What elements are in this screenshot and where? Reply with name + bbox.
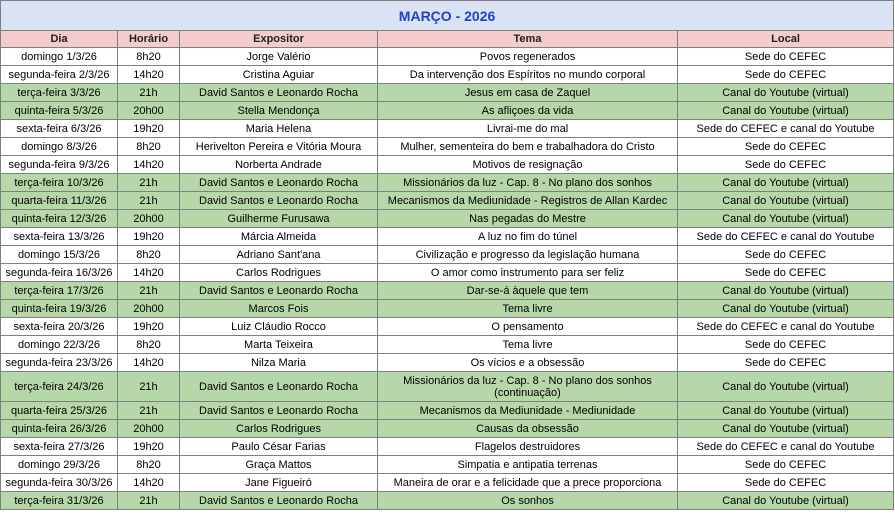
topic-cell: Mecanismos da Mediunidade - Registros de Allan Kardec <box>378 192 678 210</box>
topic-cell: Mulher, sementeira do bem e trabalhadora do Cristo <box>378 138 678 156</box>
table-row <box>1 120 894 138</box>
day-cell: domingo 15/3/26 <box>1 246 118 264</box>
day-cell: quarta-feira 11/3/26 <box>1 192 118 210</box>
speaker-cell: Norberta Andrade <box>180 156 378 174</box>
speaker-cell: Jane Figueiró <box>180 474 378 492</box>
location-cell: Sede do CEFEC e canal do Youtube <box>678 318 894 336</box>
speaker-cell: David Santos e Leonardo Rocha <box>180 192 378 210</box>
location-cell: Sede do CEFEC <box>678 138 894 156</box>
time-cell: 21h <box>118 282 180 300</box>
table-row <box>1 174 894 192</box>
location-cell: Canal do Youtube (virtual) <box>678 402 894 420</box>
topic-cell: Flagelos destruidores <box>378 438 678 456</box>
location-cell: Sede do CEFEC <box>678 336 894 354</box>
time-cell: 19h20 <box>118 438 180 456</box>
day-cell: domingo 29/3/26 <box>1 456 118 474</box>
topic-cell: Livrai-me do mal <box>378 120 678 138</box>
speaker-cell: Guilherme Furusawa <box>180 210 378 228</box>
table-row <box>1 246 894 264</box>
topic-cell: Jesus em casa de Zaquel <box>378 84 678 102</box>
location-cell: Sede do CEFEC e canal do Youtube <box>678 438 894 456</box>
speaker-cell: David Santos e Leonardo Rocha <box>180 402 378 420</box>
topic-cell: Dar-se-á àquele que tem <box>378 282 678 300</box>
topic-cell: As afliçoes da vida <box>378 102 678 120</box>
table-row <box>1 354 894 372</box>
time-cell: 14h20 <box>118 354 180 372</box>
speaker-cell: Luiz Cláudio Rocco <box>180 318 378 336</box>
day-cell: domingo 1/3/26 <box>1 48 118 66</box>
speaker-cell: David Santos e Leonardo Rocha <box>180 174 378 192</box>
location-cell: Sede do CEFEC <box>678 156 894 174</box>
speaker-cell: Carlos Rodrigues <box>180 264 378 282</box>
location-cell: Sede do CEFEC <box>678 264 894 282</box>
location-cell: Sede do CEFEC e canal do Youtube <box>678 120 894 138</box>
time-cell: 21h <box>118 192 180 210</box>
speaker-cell: Nilza Maria <box>180 354 378 372</box>
location-cell: Canal do Youtube (virtual) <box>678 210 894 228</box>
speaker-cell: Paulo César Farias <box>180 438 378 456</box>
topic-cell: Nas pegadas do Mestre <box>378 210 678 228</box>
table-row <box>1 282 894 300</box>
header-row <box>1 31 894 48</box>
month-title: MARÇO - 2026 <box>1 1 894 31</box>
location-cell: Canal do Youtube (virtual) <box>678 192 894 210</box>
time-cell: 8h20 <box>118 456 180 474</box>
time-cell: 21h <box>118 492 180 510</box>
table-row <box>1 336 894 354</box>
day-cell: terça-feira 24/3/26 <box>1 372 118 402</box>
topic-cell: Civilização e progresso da legislação humana <box>378 246 678 264</box>
table-row <box>1 300 894 318</box>
time-cell: 19h20 <box>118 120 180 138</box>
day-cell: segunda-feira 16/3/26 <box>1 264 118 282</box>
location-cell: Sede do CEFEC <box>678 354 894 372</box>
table-row <box>1 210 894 228</box>
speaker-cell: David Santos e Leonardo Rocha <box>180 492 378 510</box>
table-row <box>1 318 894 336</box>
speaker-cell: Márcia Almeida <box>180 228 378 246</box>
day-cell: quinta-feira 19/3/26 <box>1 300 118 318</box>
time-cell: 14h20 <box>118 66 180 84</box>
speaker-cell: Graça Mattos <box>180 456 378 474</box>
day-cell: sexta-feira 6/3/26 <box>1 120 118 138</box>
day-cell: quinta-feira 12/3/26 <box>1 210 118 228</box>
table-row <box>1 438 894 456</box>
day-cell: terça-feira 17/3/26 <box>1 282 118 300</box>
day-cell: sexta-feira 13/3/26 <box>1 228 118 246</box>
topic-cell: Missionários da luz - Cap. 8 - No plano dos sonhos <box>378 174 678 192</box>
location-cell: Sede do CEFEC <box>678 456 894 474</box>
day-cell: terça-feira 3/3/26 <box>1 84 118 102</box>
time-cell: 14h20 <box>118 474 180 492</box>
speaker-cell: David Santos e Leonardo Rocha <box>180 282 378 300</box>
time-cell: 21h <box>118 402 180 420</box>
table-row <box>1 102 894 120</box>
topic-cell: Mecanismos da Mediunidade - Mediunidade <box>378 402 678 420</box>
day-cell: quinta-feira 5/3/26 <box>1 102 118 120</box>
day-cell: quarta-feira 25/3/26 <box>1 402 118 420</box>
topic-cell: Os sonhos <box>378 492 678 510</box>
time-cell: 8h20 <box>118 138 180 156</box>
day-cell: domingo 8/3/26 <box>1 138 118 156</box>
location-cell: Canal do Youtube (virtual) <box>678 420 894 438</box>
location-cell: Canal do Youtube (virtual) <box>678 300 894 318</box>
table-row <box>1 372 894 402</box>
schedule-body <box>1 48 894 510</box>
day-cell: segunda-feira 9/3/26 <box>1 156 118 174</box>
time-cell: 19h20 <box>118 318 180 336</box>
day-cell: segunda-feira 2/3/26 <box>1 66 118 84</box>
location-cell: Canal do Youtube (virtual) <box>678 372 894 402</box>
topic-cell: A luz no fim do túnel <box>378 228 678 246</box>
time-cell: 20h00 <box>118 102 180 120</box>
location-cell: Canal do Youtube (virtual) <box>678 84 894 102</box>
speaker-cell: Cristina Aguiar <box>180 66 378 84</box>
time-cell: 21h <box>118 372 180 402</box>
table-row <box>1 48 894 66</box>
speaker-cell: Marta Teixeira <box>180 336 378 354</box>
speaker-cell: David Santos e Leonardo Rocha <box>180 84 378 102</box>
time-cell: 21h <box>118 174 180 192</box>
day-cell: segunda-feira 30/3/26 <box>1 474 118 492</box>
topic-cell: Povos regenerados <box>378 48 678 66</box>
location-cell: Canal do Youtube (virtual) <box>678 492 894 510</box>
location-cell: Sede do CEFEC <box>678 48 894 66</box>
speaker-cell: Herivelton Pereira e Vitória Moura <box>180 138 378 156</box>
topic-cell: Causas da obsessão <box>378 420 678 438</box>
day-cell: sexta-feira 20/3/26 <box>1 318 118 336</box>
column-header-dia: Dia <box>1 31 118 48</box>
table-row <box>1 192 894 210</box>
topic-cell: Maneira de orar e a felicidade que a prece proporciona <box>378 474 678 492</box>
speaker-cell: David Santos e Leonardo Rocha <box>180 372 378 402</box>
column-header-horario: Horário <box>118 31 180 48</box>
time-cell: 21h <box>118 84 180 102</box>
time-cell: 8h20 <box>118 246 180 264</box>
location-cell: Canal do Youtube (virtual) <box>678 102 894 120</box>
column-header-tema: Tema <box>378 31 678 48</box>
column-header-local: Local <box>678 31 894 48</box>
topic-cell: Os vícios e a obsessão <box>378 354 678 372</box>
column-header-expositor: Expositor <box>180 31 378 48</box>
time-cell: 14h20 <box>118 156 180 174</box>
time-cell: 14h20 <box>118 264 180 282</box>
speaker-cell: Stella Mendonça <box>180 102 378 120</box>
table-row <box>1 420 894 438</box>
speaker-cell: Carlos Rodrigues <box>180 420 378 438</box>
time-cell: 20h00 <box>118 300 180 318</box>
location-cell: Sede do CEFEC <box>678 66 894 84</box>
topic-cell: Motivos de resignação <box>378 156 678 174</box>
table-row <box>1 492 894 510</box>
table-row <box>1 474 894 492</box>
table-row <box>1 264 894 282</box>
topic-cell: Da intervenção dos Espíritos no mundo corporal <box>378 66 678 84</box>
topic-cell: Tema livre <box>378 300 678 318</box>
location-cell: Canal do Youtube (virtual) <box>678 174 894 192</box>
day-cell: sexta-feira 27/3/26 <box>1 438 118 456</box>
topic-cell: O pensamento <box>378 318 678 336</box>
table-row <box>1 456 894 474</box>
topic-cell: Missionários da luz - Cap. 8 - No plano dos sonhos (continuação) <box>378 372 678 402</box>
day-cell: domingo 22/3/26 <box>1 336 118 354</box>
table-row <box>1 402 894 420</box>
topic-cell: Tema livre <box>378 336 678 354</box>
table-row <box>1 84 894 102</box>
table-row <box>1 228 894 246</box>
time-cell: 8h20 <box>118 48 180 66</box>
time-cell: 19h20 <box>118 228 180 246</box>
table-row <box>1 156 894 174</box>
location-cell: Sede do CEFEC <box>678 474 894 492</box>
table-row <box>1 138 894 156</box>
day-cell: terça-feira 10/3/26 <box>1 174 118 192</box>
day-cell: segunda-feira 23/3/26 <box>1 354 118 372</box>
time-cell: 20h00 <box>118 210 180 228</box>
location-cell: Sede do CEFEC e canal do Youtube <box>678 228 894 246</box>
topic-cell: Simpatia e antipatia terrenas <box>378 456 678 474</box>
location-cell: Canal do Youtube (virtual) <box>678 282 894 300</box>
speaker-cell: Jorge Valério <box>180 48 378 66</box>
speaker-cell: Marcos Fois <box>180 300 378 318</box>
table-row <box>1 66 894 84</box>
speaker-cell: Maria Helena <box>180 120 378 138</box>
title-row <box>1 1 894 31</box>
day-cell: terça-feira 31/3/26 <box>1 492 118 510</box>
speaker-cell: Adriano Sant'ana <box>180 246 378 264</box>
topic-cell: O amor como instrumento para ser feliz <box>378 264 678 282</box>
day-cell: quinta-feira 26/3/26 <box>1 420 118 438</box>
time-cell: 8h20 <box>118 336 180 354</box>
location-cell: Sede do CEFEC <box>678 246 894 264</box>
time-cell: 20h00 <box>118 420 180 438</box>
